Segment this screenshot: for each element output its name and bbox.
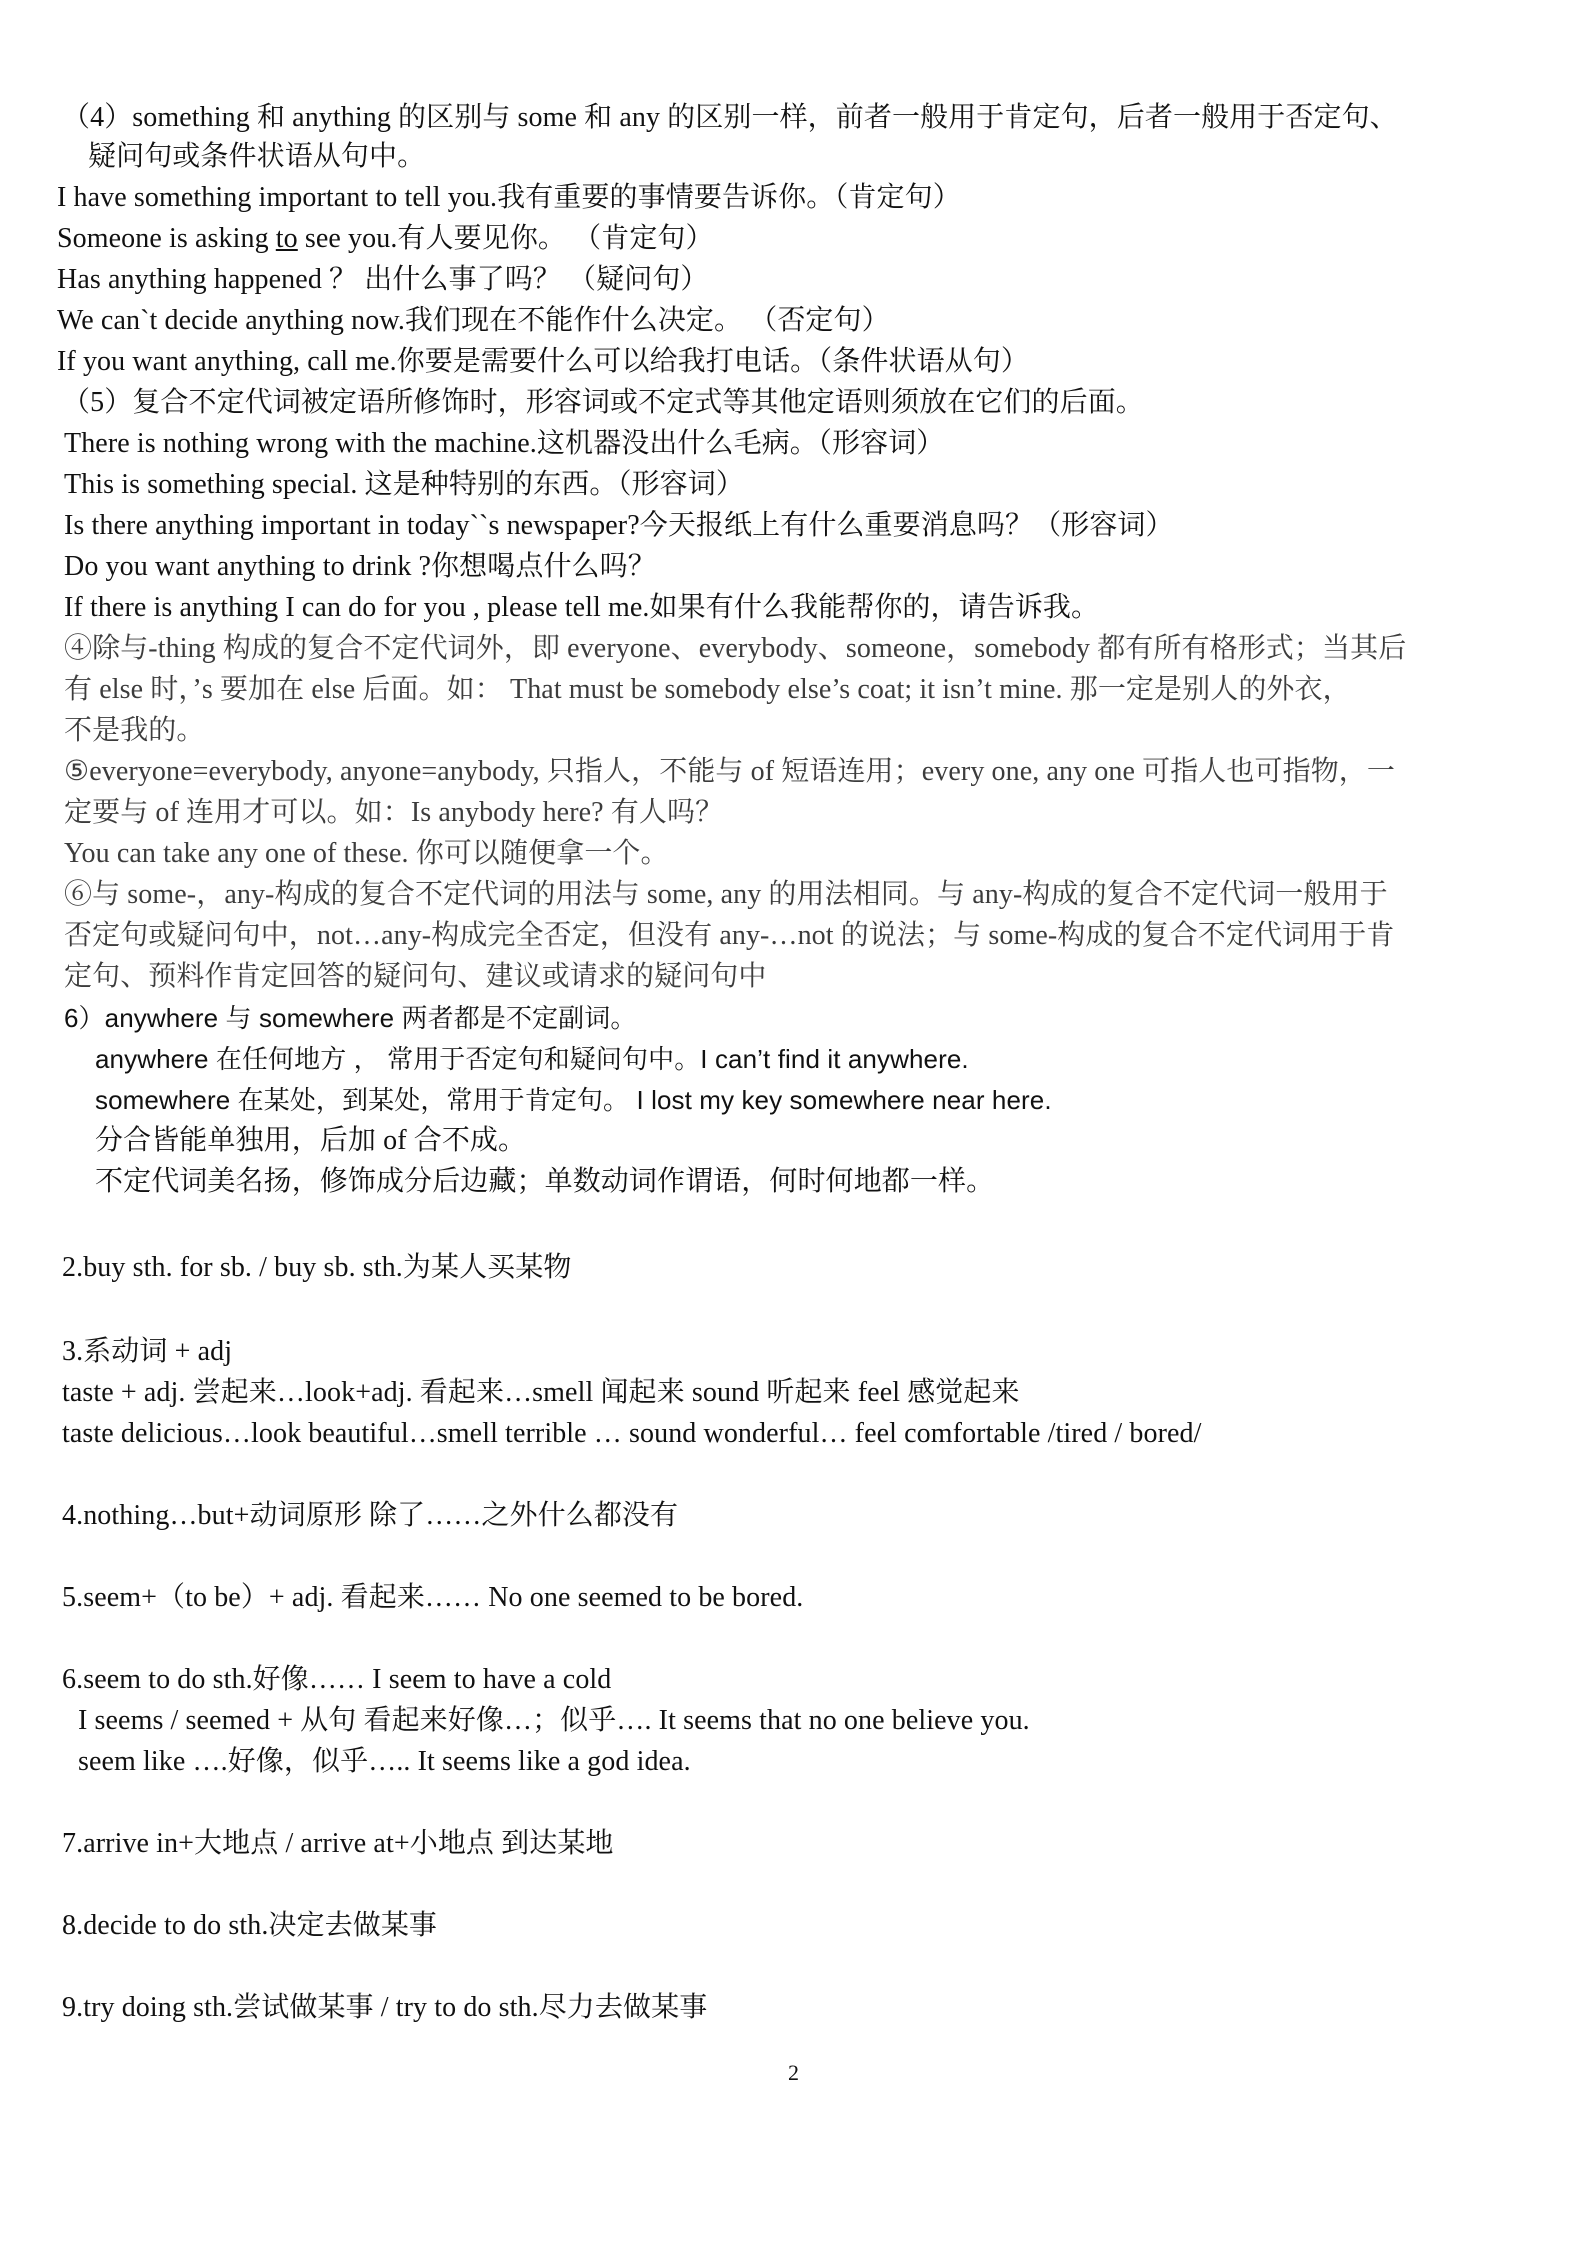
text-line: This is something special. 这是种特别的东西。（形容词） [64, 469, 744, 500]
text-line: ⑤everyone=everybody, anyone=anybody, 只指人，不能与 of 短语连用；every one, any one 可指人也可指物，一 [64, 756, 1396, 787]
text-line: taste + adj. 尝起来…look+adj. 看起来…smell 闻起来 sound 听起来 feel 感觉起来 [62, 1377, 1020, 1408]
text-line: I seems / seemed + 从句 看起来好像…；似乎…. It seems that no one believe you. [78, 1705, 1030, 1736]
text-line: ⑥与 some-，any-构成的复合不定代词的用法与 some, any 的用法相同。与 any-构成的复合不定代词一般用于 [64, 879, 1388, 910]
text-line: 疑问句或条件状语从句中。 [88, 141, 426, 172]
text-line: seem like ….好像，似乎….. It seems like a god idea. [78, 1746, 691, 1777]
text-line: 6）anywhere 与 somewhere 两者都是不定副词。 [64, 1003, 637, 1033]
text-line: 不定代词美名扬，修饰成分后边藏；单数动词作谓语，何时何地都一样。 [95, 1166, 995, 1197]
text-line: （4）something 和 anything 的区别与 some 和 any 的区别一样，前者一般用于肯定句，后者一般用于否定句、 [62, 102, 1398, 133]
text-line: 7.arrive in+大地点 / arrive at+小地点 到达某地 [62, 1828, 614, 1859]
text-line: I have something important to tell you.我有重要的事情要告诉你。（肯定句） [57, 182, 961, 213]
text-span: Someone is asking [57, 223, 276, 254]
text-line: Do you want anything to drink ?你想喝点什么吗？ [64, 551, 656, 582]
text-line: anywhere 在任何地方 ， 常用于否定句和疑问句中。I can’t find it anywhere. [95, 1044, 969, 1074]
text-line: 8.decide to do sth.决定去做某事 [62, 1910, 438, 1941]
text-line: 否定句或疑问句中，not…any-构成完全否定，但没有 any-…not 的说法；与 some-构成的复合不定代词用于肯 [64, 920, 1395, 951]
underlined-word: to [275, 223, 298, 254]
text-line: 2.buy sth. for sb. / buy sb. sth.为某人买某物 [62, 1252, 572, 1283]
text-line: 不是我的。 [64, 715, 205, 746]
text-line: 定要与 of 连用才可以。如：Is anybody here? 有人吗？ [64, 797, 724, 828]
text-line: （5）复合不定代词被定语所修饰时，形容词或不定式等其他定语则须放在它们的后面。 [62, 387, 1144, 418]
text-line: If there is anything I can do for you , please tell me.如果有什么我能帮你的，请告诉我。 [64, 592, 1100, 623]
text-line: ④除与-thing 构成的复合不定代词外，即 everyone、everybody、someone，somebody 都有所有格形式；当其后 [64, 633, 1407, 664]
text-span: see you.有人要见你。 （肯定句） [297, 223, 714, 254]
text-line: We can`t decide anything now.我们现在不能作什么决定。 （否定句） [57, 305, 890, 336]
text-line: If you want anything, call me.你要是需要什么可以给我打电话。（条件状语从句） [57, 346, 1029, 377]
text-line: 6.seem to do sth.好像…… I seem to have a cold [62, 1664, 612, 1695]
text-line: 有 else 时，’s 要加在 else 后面。如： That must be somebody else’s coat; it isn’t mine. 那一定是别人的外衣， [64, 674, 1351, 705]
text-line: taste delicious…look beautiful…smell terrible … sound wonderful… feel comfortable /tired / bored/ [62, 1418, 1202, 1449]
text-line: Has anything happened ？ 出什么事了吗？ （疑问句） [57, 264, 709, 295]
text-line: You can take any one of these. 你可以随便拿一个。 [64, 838, 669, 869]
text-line: Is there anything important in today``s newspaper?今天报纸上有什么重要消息吗？（形容词） [64, 510, 1174, 541]
text-line: There is nothing wrong with the machine.这机器没出什么毛病。（形容词） [64, 428, 945, 459]
text-line: 分合皆能单独用，后加 of 合不成。 [95, 1125, 527, 1156]
text-line: 3.系动词 + adj [62, 1336, 233, 1367]
text-line [57, 219, 714, 259]
text-line: 9.try doing sth.尝试做某事 / try to do sth.尽力去做某事 [62, 1992, 708, 2023]
text-line: 5.seem+（to be）+ adj. 看起来…… No one seemed to be bored. [62, 1582, 804, 1613]
text-line: 4.nothing…but+动词原形 除了……之外什么都没有 [62, 1500, 679, 1531]
text-line: 定句、预料作肯定回答的疑问句、建议或请求的疑问句中 [64, 961, 767, 992]
page-number: 2 [787, 2060, 800, 2085]
text-line: somewhere 在某处，到某处，常用于肯定句。 I lost my key somewhere near here. [95, 1085, 1052, 1115]
